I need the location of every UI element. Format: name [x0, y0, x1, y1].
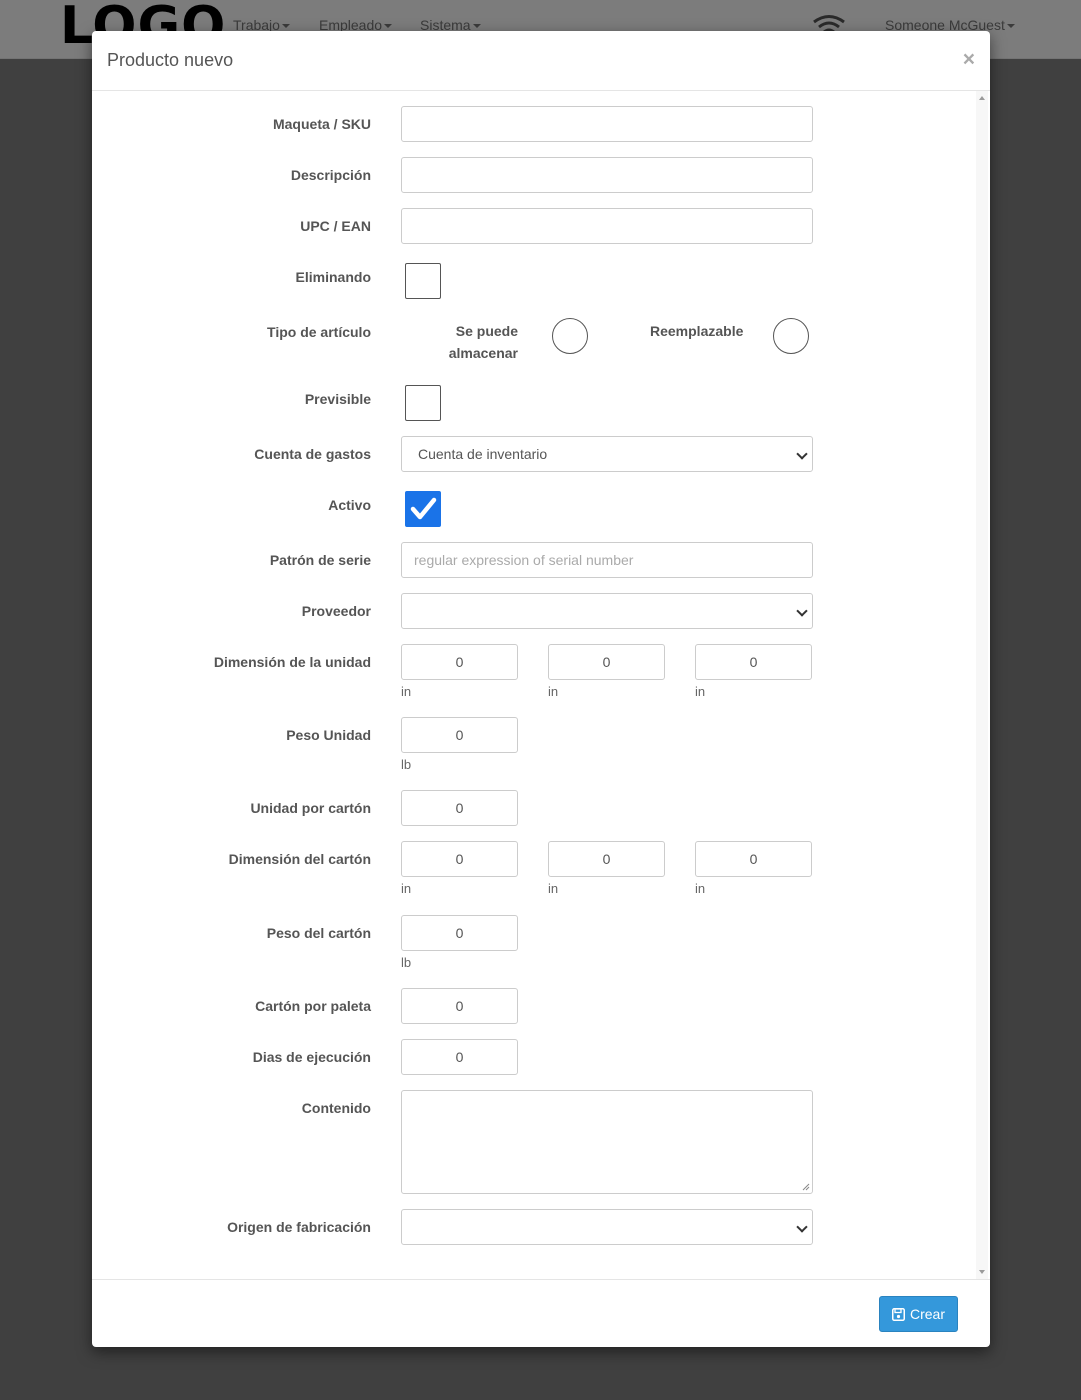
item-type-label: Tipo de artículo: [267, 324, 371, 340]
modal-body: [92, 91, 990, 1279]
carton-dimension-unit: in: [401, 881, 412, 896]
expense-account-value: Cuenta de inventario: [418, 446, 548, 462]
origin-label: Origen de fabricación: [227, 1219, 371, 1235]
upc-input[interactable]: [401, 208, 813, 244]
carton-height-input[interactable]: 0: [695, 841, 812, 877]
description-label: Descripción: [290, 167, 371, 183]
save-icon: [892, 1308, 905, 1321]
chevron-down-icon: [796, 448, 807, 459]
content-textarea[interactable]: [401, 1090, 813, 1194]
removing-label: Eliminando: [295, 269, 371, 285]
sku-label: Maqueta / SKU: [272, 116, 371, 132]
unit-weight-unit: lb: [401, 757, 412, 772]
unit-dimension-unit: in: [695, 684, 706, 699]
lead-days-label: Dias de ejecución: [252, 1049, 371, 1065]
serial-pattern-input[interactable]: [401, 542, 813, 578]
unit-dimension-unit: in: [401, 684, 412, 699]
checkmark-icon: [406, 492, 440, 526]
new-product-modal: [92, 31, 990, 1347]
carton-width-input[interactable]: 0: [548, 841, 665, 877]
upc-label: UPC / EAN: [300, 218, 371, 234]
storable-radio[interactable]: [552, 318, 588, 354]
carton-weight-label: Peso del cartón: [266, 925, 371, 941]
carton-weight-unit: lb: [401, 955, 412, 970]
forecastable-checkbox[interactable]: [405, 385, 441, 421]
replaceable-radio[interactable]: [773, 318, 809, 354]
unit-dimension-label: Dimensión de la unidad: [213, 654, 371, 670]
replaceable-label: Reemplazable: [650, 323, 744, 339]
carton-dimension-label: Dimensión del cartón: [228, 851, 371, 867]
carton-length-input[interactable]: 0: [401, 841, 518, 877]
description-input[interactable]: [401, 157, 813, 193]
origin-select[interactable]: [401, 1209, 813, 1245]
expense-account-select[interactable]: [401, 436, 813, 472]
units-per-carton-label: Unidad por cartón: [250, 800, 371, 816]
units-per-carton-input[interactable]: 0: [401, 790, 518, 826]
sku-input[interactable]: [401, 106, 813, 142]
removing-checkbox[interactable]: [405, 263, 441, 299]
modal-header: [92, 31, 990, 91]
cartons-per-pallet-input[interactable]: 0: [401, 988, 518, 1024]
expense-account-label: Cuenta de gastos: [254, 446, 371, 462]
serial-pattern-label: Patrón de serie: [269, 552, 371, 568]
chevron-down-icon: [796, 605, 807, 616]
modal-scrollbar[interactable]: [976, 91, 988, 1279]
forecastable-label: Previsible: [304, 391, 371, 407]
active-label: Activo: [328, 497, 371, 513]
content-label: Contenido: [301, 1100, 371, 1116]
carton-dimension-unit: in: [695, 881, 706, 896]
scroll-down-icon[interactable]: [979, 1270, 985, 1274]
modal-footer: [92, 1279, 990, 1348]
modal-title: Producto nuevo: [107, 50, 234, 70]
unit-weight-label: Peso Unidad: [286, 727, 371, 743]
serial-pattern-placeholder: regular expression of serial number: [414, 552, 634, 568]
unit-dimension-unit: in: [548, 684, 559, 699]
carton-dimension-unit: in: [548, 881, 559, 896]
storable-label: Se puede almacenar: [448, 323, 518, 361]
active-checkbox[interactable]: [405, 491, 441, 527]
unit-width-input[interactable]: 0: [548, 644, 665, 680]
create-button[interactable]: [879, 1296, 958, 1332]
supplier-label: Proveedor: [301, 603, 371, 619]
resize-grip-icon[interactable]: [802, 1183, 810, 1191]
lead-days-input[interactable]: 0: [401, 1039, 518, 1075]
unit-length-input[interactable]: 0: [401, 644, 518, 680]
unit-weight-input[interactable]: 0: [401, 717, 518, 753]
chevron-down-icon: [796, 1221, 807, 1232]
cartons-per-pallet-label: Cartón por paleta: [255, 998, 371, 1014]
close-icon[interactable]: ×: [962, 48, 975, 71]
carton-weight-input[interactable]: 0: [401, 915, 518, 951]
scroll-up-icon[interactable]: [979, 96, 985, 100]
supplier-select[interactable]: [401, 593, 813, 629]
unit-height-input[interactable]: 0: [695, 644, 812, 680]
create-button-label: Crear: [909, 1306, 945, 1322]
